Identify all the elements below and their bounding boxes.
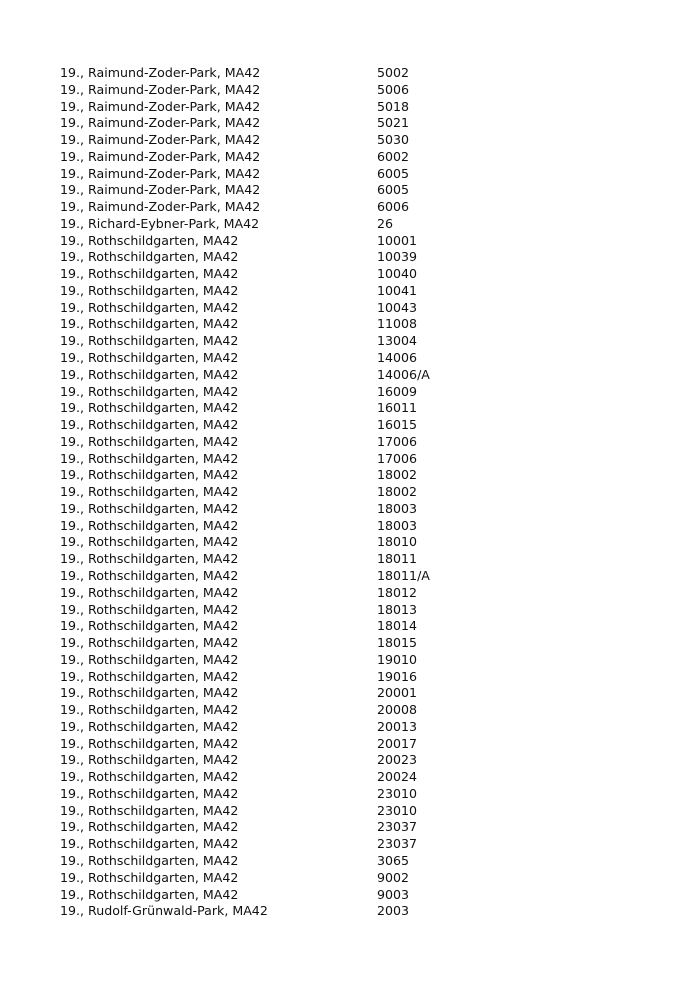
location-cell: 19., Rothschildgarten, MA42 — [60, 450, 239, 466]
number-cell: 20024 — [377, 769, 418, 785]
number-cell: 20013 — [377, 718, 418, 734]
table-row — [60, 887, 660, 904]
table-row — [60, 350, 660, 367]
table-row — [60, 82, 660, 99]
number-cell: 18010 — [377, 534, 418, 550]
location-cell: 19., Rothschildgarten, MA42 — [60, 484, 239, 500]
table-row — [60, 602, 660, 619]
table-row — [60, 467, 660, 484]
number-cell: 16015 — [377, 417, 418, 433]
table-row — [60, 283, 660, 300]
number-cell: 17006 — [377, 433, 418, 449]
location-cell: 19., Raimund-Zoder-Park, MA42 — [60, 81, 261, 97]
location-cell: 19., Rothschildgarten, MA42 — [60, 785, 239, 801]
number-cell: 5006 — [377, 81, 410, 97]
number-cell: 18002 — [377, 484, 418, 500]
number-cell: 17006 — [377, 450, 418, 466]
number-cell: 18015 — [377, 635, 418, 651]
number-cell: 16011 — [377, 400, 418, 416]
table-row — [60, 702, 660, 719]
number-cell: 18002 — [377, 467, 418, 483]
table-row — [60, 266, 660, 283]
number-cell: 18013 — [377, 601, 418, 617]
number-cell: 5002 — [377, 65, 410, 80]
number-cell: 6002 — [377, 148, 410, 164]
table-row — [60, 518, 660, 535]
table-row — [60, 249, 660, 266]
number-cell: 10043 — [377, 299, 418, 315]
number-cell: 19010 — [377, 651, 418, 667]
location-cell: 19., Raimund-Zoder-Park, MA42 — [60, 199, 261, 215]
number-cell: 10040 — [377, 266, 418, 282]
location-cell: 19., Rothschildgarten, MA42 — [60, 417, 239, 433]
location-cell: 19., Raimund-Zoder-Park, MA42 — [60, 132, 261, 148]
number-cell: 6006 — [377, 199, 410, 215]
table-row — [60, 635, 660, 652]
table-row — [60, 233, 660, 250]
number-cell: 20001 — [377, 685, 418, 701]
table-row — [60, 819, 660, 836]
location-cell: 19., Rothschildgarten, MA42 — [60, 584, 239, 600]
location-cell: 19., Rothschildgarten, MA42 — [60, 869, 239, 885]
number-cell: 18003 — [377, 500, 418, 516]
location-cell: 19., Rothschildgarten, MA42 — [60, 333, 239, 349]
number-cell: 20017 — [377, 735, 418, 751]
location-cell: 19., Rothschildgarten, MA42 — [60, 551, 239, 567]
number-cell: 20023 — [377, 752, 418, 768]
table-row — [60, 568, 660, 585]
location-cell: 19., Rothschildgarten, MA42 — [60, 702, 239, 718]
number-cell: 20008 — [377, 702, 418, 718]
location-cell: 19., Rothschildgarten, MA42 — [60, 769, 239, 785]
location-cell: 19., Rothschildgarten, MA42 — [60, 735, 239, 751]
location-cell: 19., Rothschildgarten, MA42 — [60, 685, 239, 701]
table-row — [60, 551, 660, 568]
number-cell: 18014 — [377, 618, 418, 634]
number-cell: 18012 — [377, 584, 418, 600]
number-cell: 16009 — [377, 383, 418, 399]
number-cell: 23010 — [377, 802, 418, 818]
table-row — [60, 685, 660, 702]
number-cell: 10039 — [377, 249, 418, 265]
table-row — [60, 132, 660, 149]
table-row — [60, 300, 660, 317]
table-row — [60, 786, 660, 803]
location-cell: 19., Rothschildgarten, MA42 — [60, 467, 239, 483]
table-row — [60, 669, 660, 686]
number-cell: 9002 — [377, 869, 410, 885]
number-cell: 14006 — [377, 350, 418, 366]
location-cell: 19., Rothschildgarten, MA42 — [60, 618, 239, 634]
location-cell: 19., Raimund-Zoder-Park, MA42 — [60, 115, 261, 131]
table-row — [60, 484, 660, 501]
table-row — [60, 65, 660, 82]
table-row — [60, 752, 660, 769]
location-cell: 19., Rothschildgarten, MA42 — [60, 852, 239, 868]
number-cell: 23037 — [377, 819, 418, 835]
number-cell: 11008 — [377, 316, 418, 332]
location-cell: 19., Raimund-Zoder-Park, MA42 — [60, 165, 261, 181]
location-cell: 19., Rothschildgarten, MA42 — [60, 836, 239, 852]
location-cell: 19., Rothschildgarten, MA42 — [60, 668, 239, 684]
location-cell: 19., Rudolf-Grünwald-Park, MA42 — [60, 903, 268, 919]
table-row — [60, 182, 660, 199]
location-cell: 19., Raimund-Zoder-Park, MA42 — [60, 98, 261, 114]
table-row — [60, 115, 660, 132]
number-cell: 6005 — [377, 182, 410, 198]
number-cell: 5021 — [377, 115, 410, 131]
table-row — [60, 903, 660, 920]
location-cell: 19., Rothschildgarten, MA42 — [60, 282, 239, 298]
table-row — [60, 434, 660, 451]
number-cell: 14006/A — [377, 366, 430, 382]
location-cell: 19., Rothschildgarten, MA42 — [60, 500, 239, 516]
table-row — [60, 618, 660, 635]
number-cell: 5018 — [377, 98, 410, 114]
location-cell: 19., Rothschildgarten, MA42 — [60, 752, 239, 768]
location-cell: 19., Rothschildgarten, MA42 — [60, 249, 239, 265]
location-cell: 19., Rothschildgarten, MA42 — [60, 350, 239, 366]
location-cell: 19., Rothschildgarten, MA42 — [60, 802, 239, 818]
number-cell: 26 — [377, 215, 394, 231]
number-cell: 2003 — [377, 903, 410, 919]
table-row — [60, 719, 660, 736]
table-row — [60, 853, 660, 870]
location-cell: 19., Rothschildgarten, MA42 — [60, 567, 239, 583]
table-row — [60, 769, 660, 786]
location-cell: 19., Rothschildgarten, MA42 — [60, 651, 239, 667]
number-cell: 18011 — [377, 551, 418, 567]
number-cell: 19016 — [377, 668, 418, 684]
location-cell: 19., Rothschildgarten, MA42 — [60, 299, 239, 315]
location-cell: 19., Rothschildgarten, MA42 — [60, 433, 239, 449]
table-row — [60, 501, 660, 518]
location-cell: 19., Rothschildgarten, MA42 — [60, 400, 239, 416]
table-row — [60, 417, 660, 434]
number-cell: 18003 — [377, 517, 418, 533]
table-row — [60, 736, 660, 753]
number-cell: 3065 — [377, 852, 410, 868]
table-row — [60, 803, 660, 820]
table-row — [60, 384, 660, 401]
location-cell: 19., Raimund-Zoder-Park, MA42 — [60, 148, 261, 164]
number-cell: 23010 — [377, 785, 418, 801]
number-cell: 13004 — [377, 333, 418, 349]
number-cell: 18011/A — [377, 567, 430, 583]
location-cell: 19., Rothschildgarten, MA42 — [60, 718, 239, 734]
number-cell: 6005 — [377, 165, 410, 181]
table-row — [60, 585, 660, 602]
number-cell: 23037 — [377, 836, 418, 852]
number-cell: 5030 — [377, 132, 410, 148]
number-cell: 10041 — [377, 282, 418, 298]
table-row — [60, 367, 660, 384]
location-cell: 19., Rothschildgarten, MA42 — [60, 266, 239, 282]
table-row — [60, 451, 660, 468]
location-cell: 19., Raimund-Zoder-Park, MA42 — [60, 65, 261, 80]
location-cell: 19., Rothschildgarten, MA42 — [60, 886, 239, 902]
table-row — [60, 836, 660, 853]
number-cell: 9003 — [377, 886, 410, 902]
location-cell: 19., Rothschildgarten, MA42 — [60, 232, 239, 248]
table-row — [60, 149, 660, 166]
location-cell: 19., Rothschildgarten, MA42 — [60, 819, 239, 835]
location-cell: 19., Rothschildgarten, MA42 — [60, 316, 239, 332]
table-row — [60, 400, 660, 417]
location-cell: 19., Raimund-Zoder-Park, MA42 — [60, 182, 261, 198]
location-cell: 19., Rothschildgarten, MA42 — [60, 383, 239, 399]
table-row — [60, 333, 660, 350]
location-cell: 19., Richard-Eybner-Park, MA42 — [60, 215, 260, 231]
table-row — [60, 652, 660, 669]
table-row — [60, 534, 660, 551]
number-cell: 10001 — [377, 232, 418, 248]
table-row — [60, 870, 660, 887]
location-cell: 19., Rothschildgarten, MA42 — [60, 601, 239, 617]
location-cell: 19., Rothschildgarten, MA42 — [60, 635, 239, 651]
listing-table — [60, 65, 660, 920]
location-cell: 19., Rothschildgarten, MA42 — [60, 517, 239, 533]
location-cell: 19., Rothschildgarten, MA42 — [60, 534, 239, 550]
table-row — [60, 99, 660, 116]
table-row — [60, 216, 660, 233]
table-row — [60, 199, 660, 216]
location-cell: 19., Rothschildgarten, MA42 — [60, 366, 239, 382]
table-row — [60, 316, 660, 333]
table-row — [60, 166, 660, 183]
